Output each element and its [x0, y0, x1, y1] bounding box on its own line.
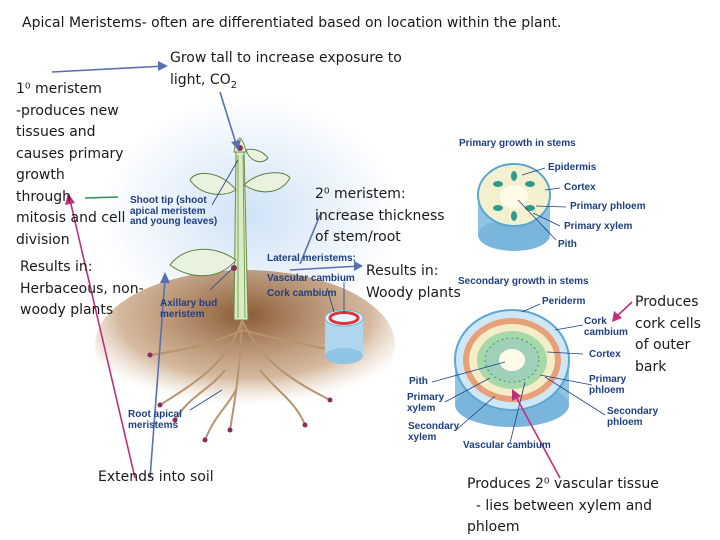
- label-primary-xylem-2: Primary xylem: [407, 392, 445, 414]
- segment-bottom: [325, 348, 363, 364]
- label-cortex: Cortex: [564, 182, 596, 193]
- label-primary-growth: Primary growth in stems: [459, 138, 576, 149]
- label-cork-cambium: Cork cambium: [267, 288, 337, 299]
- stem-segment-figure: [325, 310, 363, 364]
- label-cortex-2: Cortex: [589, 349, 621, 360]
- root-tip-6: [303, 423, 308, 428]
- arrow-primary-meristem: [52, 66, 165, 72]
- arrowhead-primary-meristem: [158, 61, 168, 71]
- label-primary-phloem-2: Primary phloem: [589, 374, 627, 396]
- note-grow-tall-text: Grow tall to increase exposure to light, CO: [170, 50, 402, 88]
- root-tip-2: [228, 428, 233, 433]
- label-secondary-growth: Secondary growth in stems: [458, 276, 589, 287]
- secondary-growth-figure: [455, 310, 569, 427]
- label-epidermis: Epidermis: [548, 162, 597, 173]
- secondary-pith: [499, 349, 525, 371]
- root-tip-3: [328, 398, 333, 403]
- note-produces-vascular: Produces 2⁰ vascular tissue - lies between xylem and phloem: [467, 476, 659, 535]
- root-tip-1: [158, 403, 163, 408]
- label-shoot-tip: Shoot tip (shoot apical meristem and young leaves): [130, 195, 218, 227]
- note-results-woody: Results in: Woody plants: [366, 263, 461, 301]
- primary-growth-figure: [478, 164, 550, 251]
- primary-pith: [500, 185, 528, 209]
- label-primary-phloem: Primary phloem: [570, 201, 646, 212]
- note-extends-soil: Extends into soil: [98, 469, 214, 485]
- label-pith: Pith: [558, 239, 577, 250]
- note-results-herbaceous: Results in: Herbaceous, non- woody plants: [20, 259, 144, 318]
- note-secondary-meristem: 2⁰ meristem: increase thickness of stem/root: [315, 186, 445, 245]
- label-vascular-cambium: Vascular cambium: [267, 273, 355, 284]
- axillary-bud: [231, 265, 237, 271]
- label-axillary-bud: Axillary bud meristem: [160, 298, 218, 320]
- label-periderm: Periderm: [542, 296, 586, 307]
- note-grow-tall-subscript: 2: [230, 79, 238, 91]
- label-secondary-phloem: Secondary phloem: [607, 406, 659, 428]
- root-tip-4: [148, 353, 153, 358]
- label-pith-2: Pith: [409, 376, 428, 387]
- note-grow-tall: [170, 48, 402, 96]
- label-secondary-xylem: Secondary xylem: [408, 421, 460, 443]
- label-vascular-cambium-2: Vascular cambium: [463, 440, 551, 451]
- label-cork-cambium-2: Cork cambium: [584, 316, 628, 338]
- note-produces-cork: Produces cork cells of outer bark: [635, 294, 701, 375]
- note-primary-meristem: 1⁰ meristem -produces new tissues and causes primary growth through mitosis and cell division: [16, 81, 126, 248]
- label-primary-xylem: Primary xylem: [564, 221, 633, 232]
- root-tip-7: [203, 438, 208, 443]
- page-title: Apical Meristems- often are differentiated based on location within the plant.: [22, 15, 562, 31]
- label-lateral-meristems: Lateral meristems:: [267, 253, 356, 264]
- label-root-apical: Root apical meristems: [128, 409, 182, 431]
